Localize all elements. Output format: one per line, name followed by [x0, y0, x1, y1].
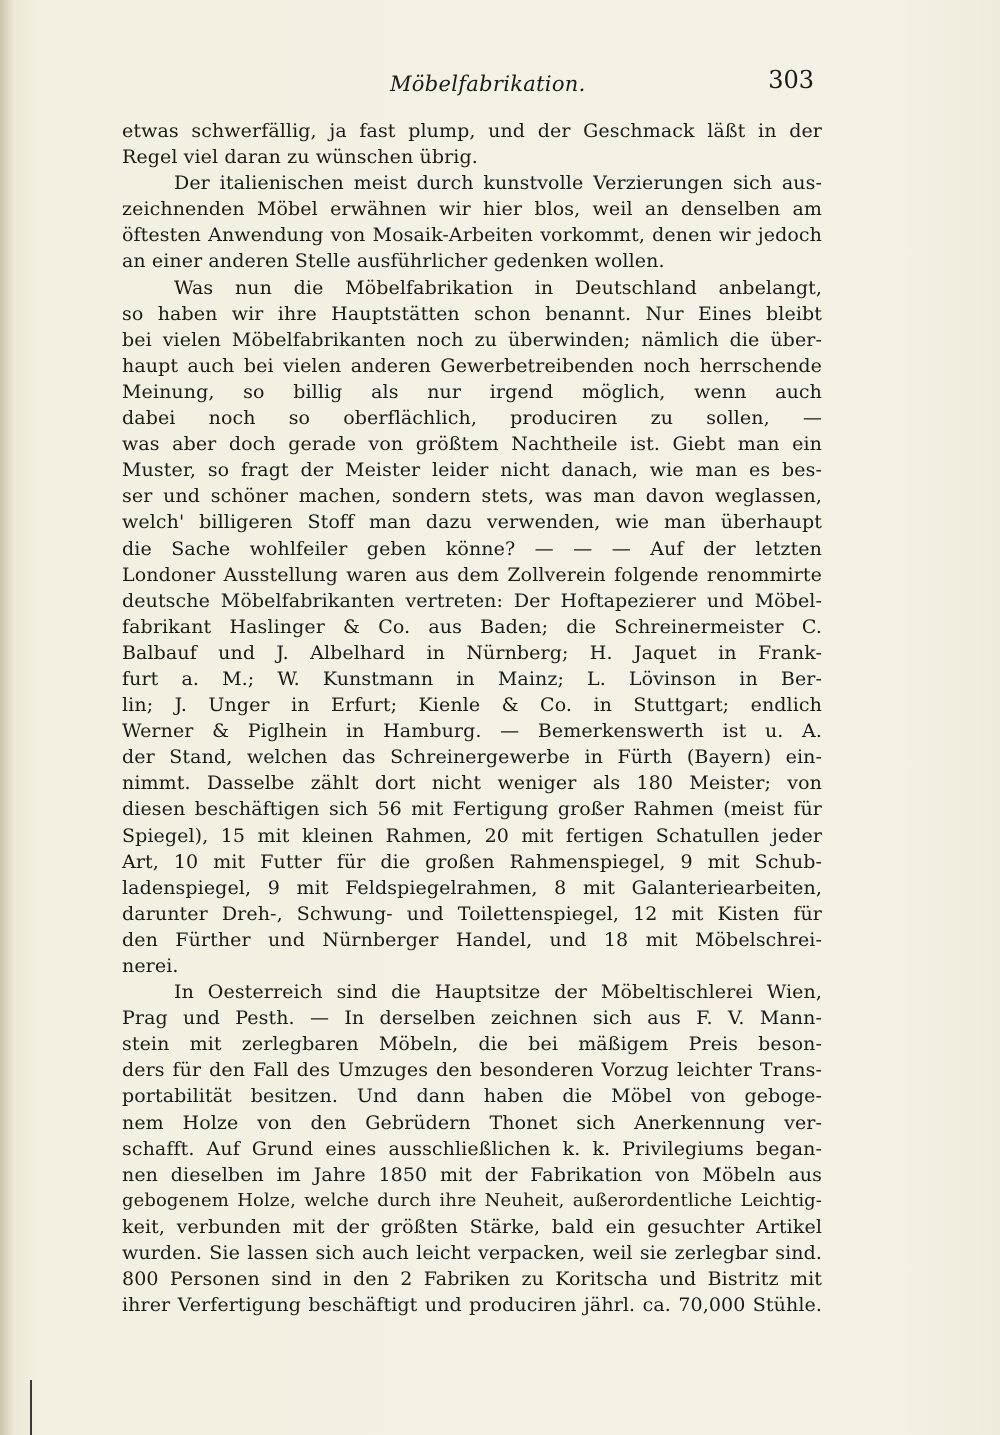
text-line: darunter Dreh-, Schwung- und Toilettenspiegel, 12 mit Kisten für [122, 902, 822, 925]
text-line: diesen beschäftigen sich 56 mit Fertigung großer Rahmen (meist für [122, 798, 822, 821]
text-line: deutsche Möbelfabrikanten vertreten: Der Hoftapezierer und Möbel- [122, 589, 822, 612]
text-line: Werner & Piglhein in Hamburg. — Bemerkenswerth ist u. A. [122, 720, 822, 743]
text-line: keit, verbunden mit der größten Stärke, bald ein gesuchter Artikel [122, 1215, 822, 1238]
text-line: bei vielen Möbelfabrikanten noch zu überwinden; nämlich die über- [122, 328, 822, 351]
text-line: stein mit zerlegbaren Möbeln, die bei mäßigem Preis beson- [122, 1033, 822, 1056]
text-line: an einer anderen Stelle ausführlicher gedenken wollen. [122, 250, 665, 273]
text-line: ladenspiegel, 9 mit Feldspiegelrahmen, 8 mit Galanteriearbeiten, [122, 876, 822, 899]
text-line: Balbauf und J. Albelhard in Nürnberg; H. Jaquet in Frank- [122, 641, 822, 664]
text-line: haupt auch bei vielen anderen Gewerbetreibenden noch herrschende [122, 354, 822, 377]
text-line: so haben wir ihre Hauptstätten schon benannt. Nur Eines bleibt [122, 302, 822, 325]
text-line: furt a. M.; W. Kunstmann in Mainz; L. Lövinson in Ber- [122, 667, 822, 690]
text-line: die Sache wohlfeiler geben könne? — — — Auf der letzten [122, 537, 822, 560]
text-line: Der italienischen meist durch kunstvolle Verzierungen sich aus- [174, 172, 822, 195]
text-line: portabilität besitzen. Und dann haben die Möbel von geboge- [122, 1085, 822, 1108]
text-line: welch' billigeren Stoff man dazu verwenden, wie man überhaupt [122, 511, 822, 534]
page-gutter-shadow [0, 0, 14, 1435]
text-line: zeichnenden Möbel erwähnen wir hier blos, weil an denselben am [122, 198, 822, 221]
text-line: den Fürther und Nürnberger Handel, und 18 mit Möbelschrei- [122, 928, 822, 951]
text-line: Art, 10 mit Futter für die großen Rahmenspiegel, 9 mit Schub- [122, 850, 822, 873]
text-line: Prag und Pesth. — In derselben zeichnen sich aus F. V. Mann- [122, 1007, 822, 1030]
text-line: In Oesterreich sind die Hauptsitze der Möbeltischlerei Wien, [174, 981, 822, 1004]
text-line: nimmt. Dasselbe zählt dort nicht weniger als 180 Meister; von [122, 772, 822, 795]
text-line: gebogenem Holze, welche durch ihre Neuheit, außerordentliche Leichtig- [122, 1189, 822, 1211]
text-line: etwas schwerfällig, ja fast plump, und der Geschmack läßt in der [122, 120, 822, 142]
page-header [122, 66, 820, 102]
text-line: Regel viel daran zu wünschen übrig. [122, 146, 478, 169]
text-line: ihrer Verfertigung beschäftigt und produciren jährl. ca. 70,000 Stühle. [122, 1294, 822, 1317]
text-line: dabei noch so oberflächlich, produciren zu sollen, — [122, 407, 822, 430]
text-line: nen dieselben im Jahre 1850 mit der Fabrikation von Möbeln aus [122, 1163, 822, 1186]
text-line: was aber doch gerade von größtem Nachtheile ist. Giebt man ein [122, 433, 822, 456]
text-line: 800 Personen sind in den 2 Fabriken zu Koritscha und Bistritz mit [122, 1268, 822, 1291]
text-line: lin; J. Unger in Erfurt; Kienle & Co. in Stuttgart; endlich [122, 694, 822, 717]
text-line: Spiegel), 15 mit kleinen Rahmen, 20 mit fertigen Schatullen jeder [122, 824, 822, 847]
text-line: Meinung, so billig als nur irgend möglich, wenn auch [122, 380, 822, 403]
text-line: ser und schöner machen, sondern stets, was man davon weglassen, [122, 485, 822, 508]
text-line: ders für den Fall des Umzuges den besonderen Vorzug leichter Trans- [122, 1059, 822, 1082]
text-line: nem Holze von den Gebrüdern Thonet sich Anerkennung ver- [122, 1111, 822, 1134]
text-line: öftesten Anwendung von Mosaik-Arbeiten vorkommt, denen wir jedoch [122, 224, 822, 247]
page-number: 303 [768, 66, 814, 94]
text-line: Was nun die Möbelfabrikation in Deutschland anbelangt, [174, 276, 822, 299]
text-line: schafft. Auf Grund eines ausschließlichen k. k. Privilegiums began- [122, 1137, 822, 1160]
text-line: der Stand, welchen das Schreinergewerbe in Fürth (Bayern) ein- [122, 746, 822, 769]
text-line: Muster, so fragt der Meister leider nicht danach, wie man es bes- [122, 459, 822, 482]
text-line: wurden. Sie lassen sich auch leicht verpacken, weil sie zerlegbar sind. [122, 1242, 822, 1265]
text-line: fabrikant Haslinger & Co. aus Baden; die Schreinermeister C. [122, 615, 822, 638]
text-line: Londoner Ausstellung waren aus dem Zollverein folgende renommirte [122, 563, 822, 586]
text-line: nerei. [122, 955, 179, 977]
running-title: Möbelfabrikation. [390, 72, 586, 96]
body-text [122, 118, 822, 1318]
page-edge-mark [30, 1380, 32, 1435]
